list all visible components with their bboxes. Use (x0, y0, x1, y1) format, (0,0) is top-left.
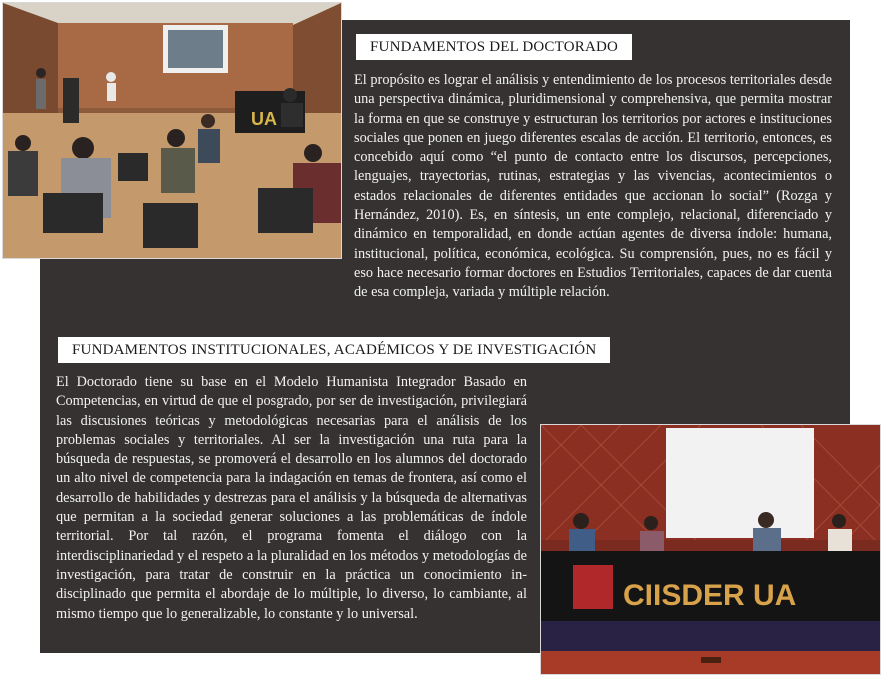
section-heading-doctorado: FUNDAMENTOS DEL DOCTORADO (356, 34, 632, 60)
section-heading-institucionales: FUNDAMENTOS INSTITUCIONALES, ACADÉMICOS Y DE INVESTIGACIÓN (58, 337, 610, 363)
podium-sign-text: UA (251, 109, 277, 129)
section-paragraph-institucionales: El Doctorado tiene su base en el Modelo Humanista Integrador Basado en Competencias, en virtud de que el posgrado, por ser de investigación, privilegiará las discusiones teóricas y metodológicas necesarias para el análisis de los problemas sociales y territoriales. Al ser la investigación una ruta para la búsqueda de respuestas, se promoverá el desarrollo en los alumnos del doctorado un alto nivel de competencia para la indagación en temas de frontera, así como el desarrollo de habilidades y destrezas para el análisis y la búsqueda de alternativas que permitan a la sociedad generar soluciones a las problemáticas de índole territorial. Por tal razón, el programa fomenta el diálogo con la interdisciplinariedad y el respeto a la pluralidad en los métodos y metodologías de investigación, para tratar de construir en la práctica un conocimiento in-disciplinado que permita el abordaje de lo múltiple, lo diverso, lo cambiante, al mismo tiempo que lo generalizable, lo constante y lo universal. (56, 374, 527, 622)
section-paragraph-doctorado: El propósito es lograr el análisis y entendimiento de los procesos territoriales desde una perspectiva dinámica, pluridimensional y comprehensiva, que permita mostrar la forma en que se construye y estructuran los territorios por actores e instituciones sociales que ponen en juego diferentes escalas de acción. El territorio, entonces, es concebido aquí como “el punto de contacto entre los discursos, percepciones, lenguajes, trayectorias, rutinas, estrategias y las vivencias, acontecimientos o estados relacionales de diferentes entidades que accionan lo social” (Rozga y Hernández, 2010). Es, en síntesis, un ente complejo, relacional, diferenciado y dinámico en temporalidad, en donde actúan agentes de diversa índole: humana, institucional, política, económica, ecológica. Su comprensión, pues, no es fácil y eso hace necesario formar doctores en Estudios Territoriales, capaces de dar cuenta de esa compleja, variada y múltiple relación. (354, 72, 832, 301)
banner-text: CIISDER UA (623, 579, 797, 612)
classroom-seminar-photo (2, 2, 342, 259)
panel-discussion-photo (540, 424, 881, 675)
